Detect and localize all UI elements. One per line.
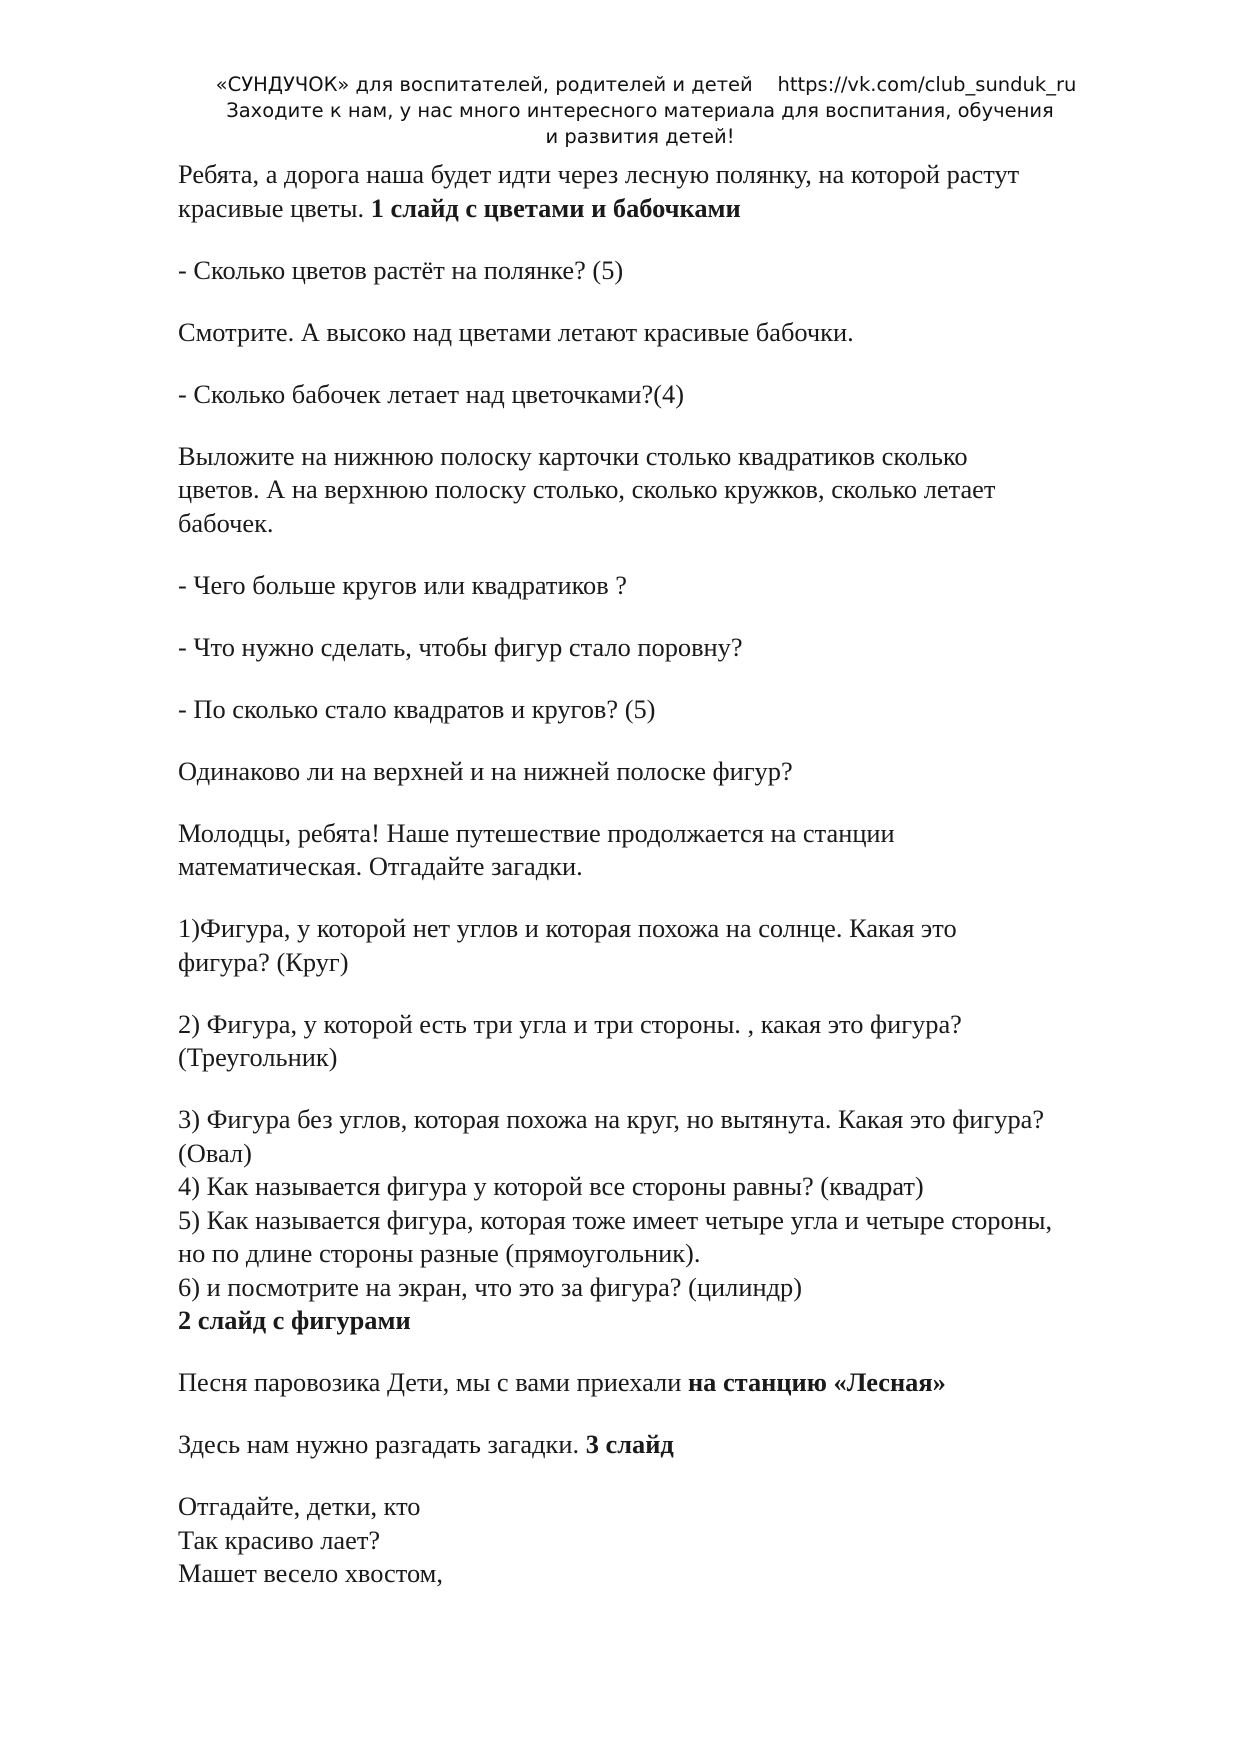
text-line: Выложите на нижнюю полоску карточки столько квадратиков сколько (178, 440, 968, 471)
question-equal: - Что нужно сделать, чтобы фигур стало поровну? (178, 631, 743, 662)
question-flowers: - Сколько цветов растёт на полянке? (5) (178, 254, 624, 285)
text-line: Отгадайте, детки, кто (178, 1491, 421, 1521)
text-line (178, 192, 1178, 226)
station-name: на станцию «Лесная» (687, 1367, 946, 1397)
text-line: Так красиво лает? (178, 1524, 381, 1555)
text-line: 3) Фигура без углов, которая похожа на круг, но вытянута. Какая это фигура? (178, 1104, 1045, 1134)
text-line: 1)Фигура, у которой нет углов и которая похожа на солнце. Какая это (178, 913, 957, 943)
riddles-shapes (178, 1103, 1178, 1338)
text-span: Песня паровозика Дети, мы с вами приехали (178, 1367, 688, 1397)
text-line: Ребята, а дорога наша будет идти через лесную полянку, на которой растут (178, 159, 1020, 189)
paragraph-riddles-intro (178, 1428, 1178, 1462)
header-line-invite: Заходите к нам, у нас много интересного материала для воспитания, обучения (226, 99, 1054, 122)
page-header (0, 72, 1240, 150)
text-line: 6) и посмотрите на экран, что это за фигура? (цилиндр) (178, 1271, 802, 1302)
text-line: Машет весело хвостом, (178, 1558, 443, 1588)
riddle-circle (178, 912, 1178, 979)
riddle-triangle (178, 1008, 1178, 1075)
text-line: цветов. А на верхнюю полоску столько, сколько кружков, сколько летает (178, 474, 996, 504)
text-line: математическая. Отгадайте загадки. (178, 851, 583, 881)
text-line: 2) Фигура, у которой есть три угла и три стороны. , какая это фигура? (178, 1008, 962, 1039)
slide-note: 2 слайд с фигурами (178, 1305, 411, 1335)
text-line: 4) Как называется фигура у которой все стороны равны? (квадрат) (178, 1171, 924, 1201)
riddle-poem (178, 1490, 1178, 1591)
header-line-site: «СУНДУЧОК» для воспитателей, родителей и детей https://vk.com/club_sunduk_ru (215, 73, 1077, 96)
header-line-invite-end: и развития детей! (545, 125, 735, 148)
document-body (178, 158, 1178, 1591)
paragraph-station-math (178, 817, 1178, 884)
text-line: (Треугольник) (178, 1042, 338, 1072)
text-line: (Овал) (178, 1137, 252, 1168)
question-butterflies: - Сколько бабочек летает над цветочками?(4) (178, 378, 684, 409)
question-more: - Чего больше кругов или квадратиков ? (178, 569, 628, 600)
slide-note: 3 слайд (585, 1429, 674, 1459)
paragraph-butterflies: Смотрите. А высоко над цветами летают красивые бабочки. (178, 316, 854, 347)
paragraph-meadow (178, 158, 1178, 225)
paragraph-station-forest (178, 1366, 1178, 1400)
text-span: красивые цветы. (178, 192, 371, 223)
text-line: фигура? (Круг) (178, 946, 349, 977)
text-line: 5) Как называется фигура, которая тоже имеет четыре угла и четыре стороны, (178, 1204, 1053, 1235)
text-line: бабочек. (178, 507, 274, 538)
paragraph-cards (178, 440, 1178, 541)
text-line: но по длине стороны разные (прямоугольник). (178, 1238, 701, 1268)
slide-note: 1 слайд с цветами и бабочками (370, 192, 741, 223)
question-same: Одинаково ли на верхней и на нижней полоске фигур? (178, 755, 793, 786)
text-span: Здесь нам нужно разгадать загадки. (178, 1429, 586, 1459)
text-line: Молодцы, ребята! Наше путешествие продолжается на станции (178, 817, 895, 848)
question-how-many: - По сколько стало квадратов и кругов? (5) (178, 693, 656, 724)
